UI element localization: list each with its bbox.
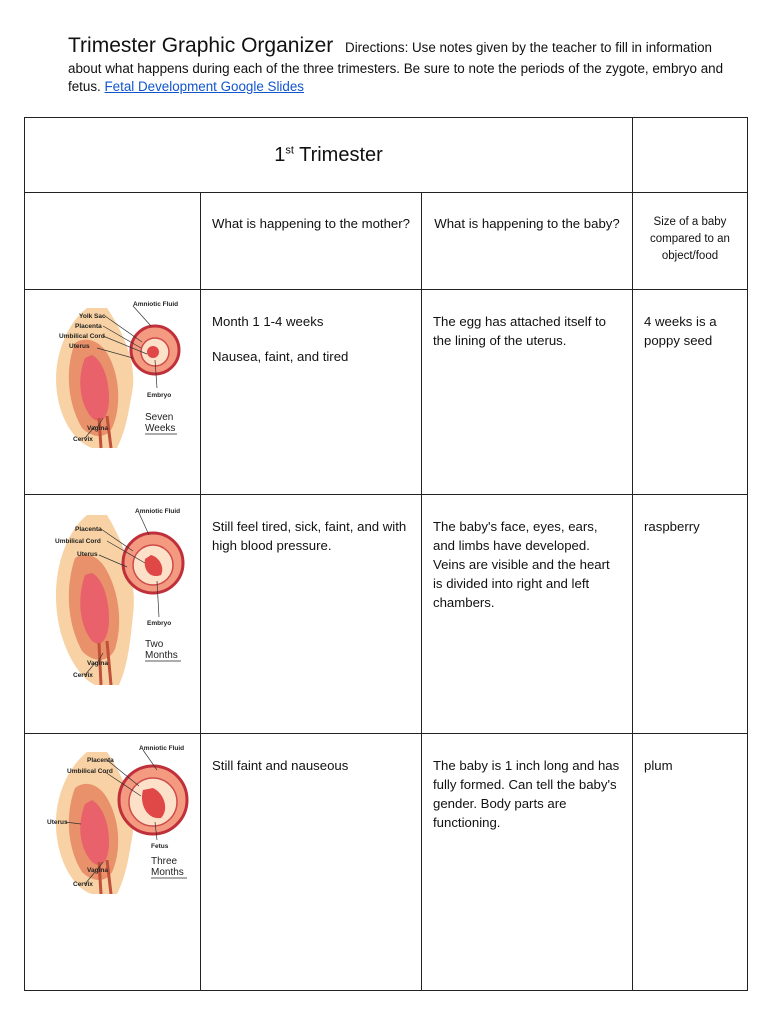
diagram-label: Amniotic Fluid [139, 745, 185, 752]
mother-cell: Still faint and nauseous [201, 734, 422, 991]
size-cell: raspberry [633, 495, 748, 734]
diagram-label: Uterus [77, 551, 98, 558]
diagram-label: Vagina [87, 867, 108, 874]
diagram-stage-label: Months [151, 867, 184, 878]
diagram-stage-label: Weeks [145, 423, 176, 434]
mother-text: Nausea, faint, and tired [212, 349, 349, 364]
table-row [25, 290, 748, 495]
page-title: Trimester Graphic Organizer [68, 34, 334, 57]
diagram-stage-label: Two [145, 639, 164, 650]
trimester-number: 1 [274, 143, 286, 166]
page-header [68, 32, 728, 96]
diagram-label: Vagina [87, 660, 108, 667]
diagram-label: Umbilical Cord [55, 538, 101, 545]
trimester-suffix: st [285, 143, 294, 156]
two-months-diagram [47, 503, 197, 693]
diagram-cell [25, 290, 201, 495]
table-row [25, 495, 748, 734]
mother-cell [201, 290, 422, 495]
diagram-stage-label: Three [151, 856, 178, 867]
diagram-label: Placenta [87, 757, 114, 764]
diagram-label: Uterus [69, 343, 90, 350]
three-months-diagram [47, 742, 197, 902]
diagram-label: Umbilical Cord [67, 768, 113, 775]
size-cell: 4 weeks is a poppy seed [633, 290, 748, 495]
column-header-baby: What is happening to the baby? [422, 193, 633, 290]
diagram-label: Vagina [87, 425, 108, 432]
size-cell: plum [633, 734, 748, 991]
diagram-label: Fetus [151, 843, 169, 850]
table-row [25, 734, 748, 991]
seven-weeks-diagram [47, 298, 197, 458]
diagram-stage-label: Months [145, 650, 178, 661]
trimester-title-cell [25, 118, 633, 193]
baby-cell: The baby's face, eyes, ears, and limbs have developed. Veins are visible and the heart is divided into right and left chambers. [422, 495, 633, 734]
diagram-label: Cervix [73, 881, 93, 888]
diagram-cell [25, 734, 201, 991]
diagram-label: Embryo [147, 392, 172, 399]
fetal-development-link[interactable]: Fetal Development Google Slides [104, 79, 304, 94]
baby-cell: The baby is 1 inch long and has fully formed. Can tell the baby's gender. Body parts are functioning. [422, 734, 633, 991]
diagram-label: Yolk Sac [79, 313, 106, 320]
diagram-label: Placenta [75, 323, 102, 330]
empty-header-cell [25, 193, 201, 290]
trimester-table [24, 117, 748, 991]
column-header-mother: What is happening to the mother? [201, 193, 422, 290]
diagram-label: Embryo [147, 620, 172, 627]
mother-cell: Still feel tired, sick, faint, and with high blood pressure. [201, 495, 422, 734]
trimester-title-row [25, 118, 748, 193]
diagram-cell [25, 495, 201, 734]
diagram-label: Cervix [73, 436, 93, 443]
trimester-label: Trimester [299, 143, 383, 166]
diagram-stage-label: Seven [145, 412, 174, 423]
mother-text: Month 1 1-4 weeks [212, 314, 324, 329]
diagram-label: Placenta [75, 526, 102, 533]
diagram-label: Uterus [47, 819, 68, 826]
baby-cell: The egg has attached itself to the lining of the uterus. [422, 290, 633, 495]
column-header-size: Size of a baby compared to an object/food [633, 193, 748, 290]
diagram-label: Umbilical Cord [59, 333, 105, 340]
column-header-row [25, 193, 748, 290]
diagram-label: Amniotic Fluid [133, 301, 179, 308]
diagram-label: Cervix [73, 672, 93, 679]
directions-text: Directions: Use notes given by the teacher to fill in information about what happens during each of the three trimesters. Be sure to note the periods of the zygote, embryo and fetus. [68, 40, 724, 94]
diagram-label: Amniotic Fluid [135, 508, 181, 515]
empty-corner-cell [633, 118, 748, 193]
